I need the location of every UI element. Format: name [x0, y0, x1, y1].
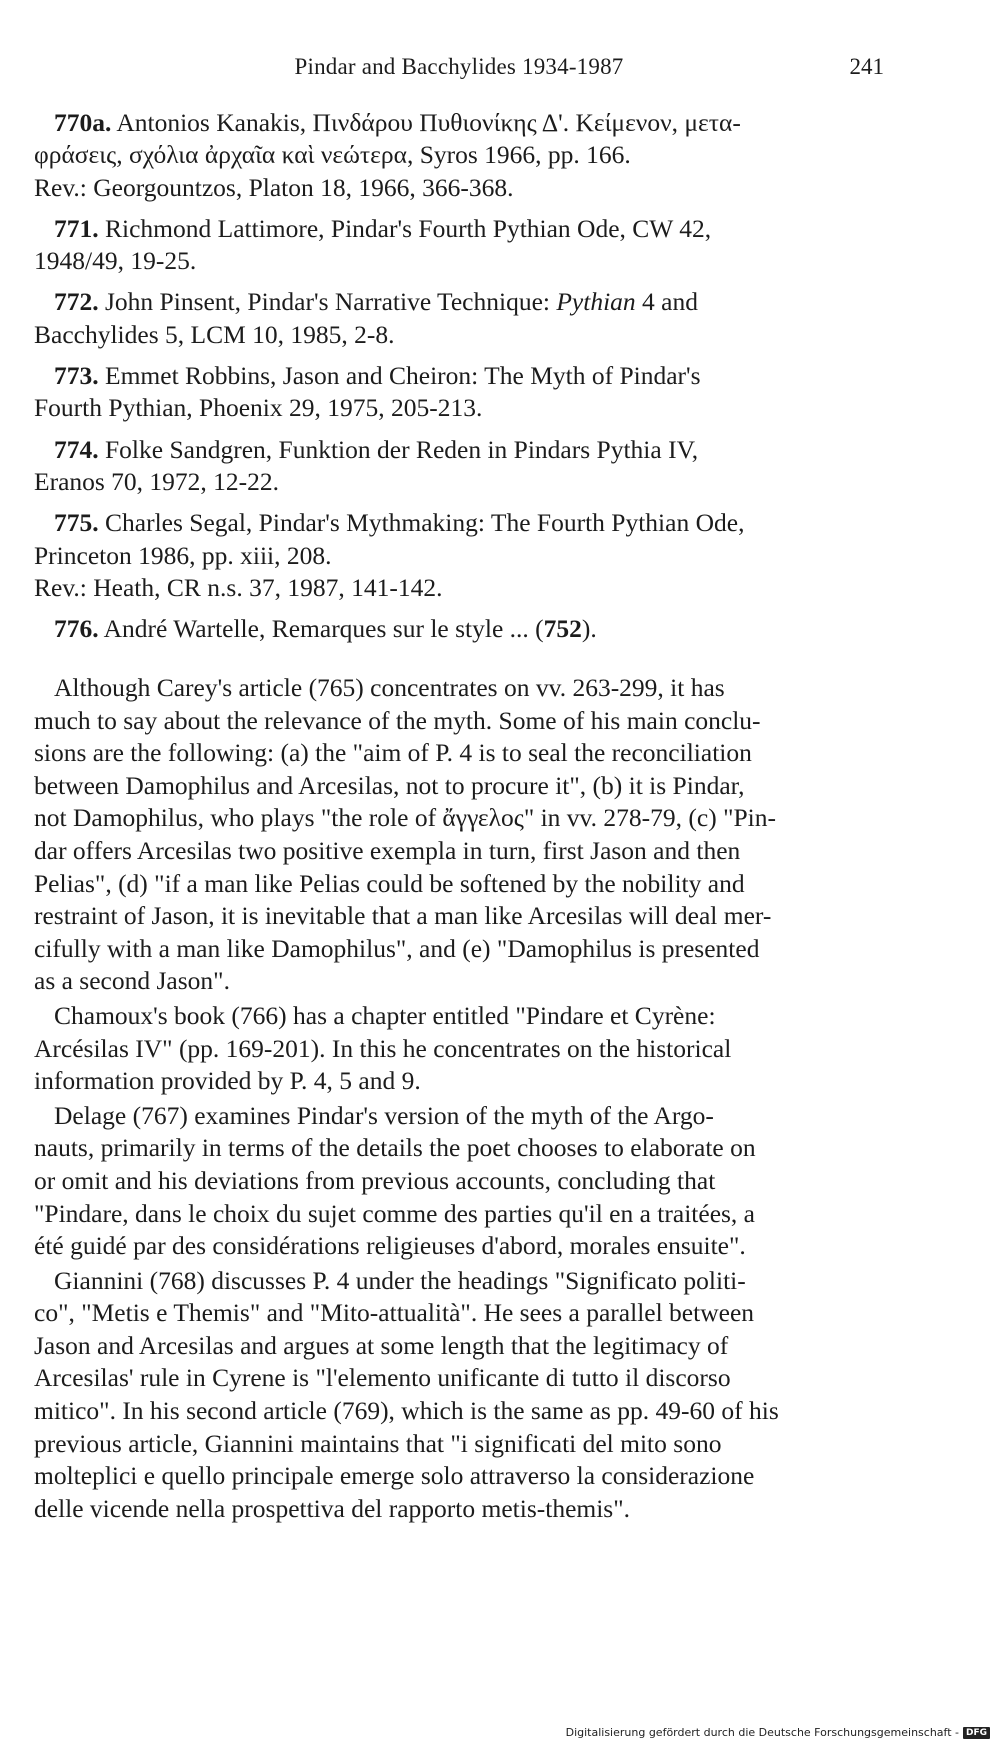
text-line: between Damophilus and Arcesilas, not to procure it", (b) it is Pindar, [34, 770, 745, 800]
text-line: not Damophilus, who plays "the role of ἄγγελος" in vv. 278-79, (c) "Pin- [34, 803, 776, 833]
paragraph [34, 672, 884, 998]
text-line: Although Carey's article (765) concentrates on vv. 263-299, it has [54, 673, 725, 702]
entry-line [34, 613, 884, 645]
paragraph [34, 1265, 884, 1526]
text-line: Arcésilas IV" (pp. 169-201). In this he concentrates on the historical [34, 1033, 732, 1063]
entry-number: 775. [54, 508, 99, 538]
entry-line: 1948/49, 19-25. [34, 246, 197, 276]
text-line: co", "Metis e Themis" and "Mito-attualità". He sees a parallel between [34, 1298, 755, 1328]
entry-number: 776. [54, 614, 99, 644]
text-line: restraint of Jason, it is inevitable that a man like Arcesilas will deal mer- [34, 901, 772, 931]
running-title: Pindar and Bacchylides 1934-1987 [294, 54, 624, 79]
entry-number: 771. [54, 213, 99, 243]
text-line: Jason and Arcesilas and argues at some length that the legitimacy of [34, 1330, 729, 1360]
entry-number: 770a. [54, 108, 112, 137]
entry-text: André Wartelle, Remarques sur le style ... ( [98, 614, 544, 644]
entry-line [34, 286, 884, 318]
dfg-logo: DFG [963, 1727, 990, 1739]
text-line: information provided by P. 4, 5 and 9. [34, 1066, 421, 1096]
text-line: previous article, Giannini maintains that "i significati del mito sono [34, 1428, 722, 1458]
text-line: cifully with a man like Damophilus", and (e) "Damophilus is presented [34, 933, 760, 963]
entry-line: φράσεις, σχόλια ἀρχαῖα καὶ νεώτερα, Syros 1966, pp. 166. [34, 140, 631, 170]
entry-text-after: ). [581, 614, 597, 644]
entry-line: Bacchylides 5, LCM 10, 1985, 2-8. [34, 319, 395, 349]
digitization-footer [566, 1726, 990, 1739]
bibliography-entry [34, 107, 884, 204]
text-line: nauts, primarily in terms of the details the poet chooses to elaborate on [34, 1133, 756, 1163]
entry-line [34, 107, 884, 139]
text-line: Delage (767) examines Pindar's version of the myth of the Argo- [54, 1100, 714, 1130]
entry-line: Fourth Pythian, Phoenix 29, 1975, 205-213. [34, 393, 483, 423]
running-header [34, 54, 884, 88]
text-line: molteplici e quello principale emerge solo attraverso la considerazione [34, 1461, 755, 1491]
entry-text: John Pinsent, Pindar's Narrative Technique: [98, 287, 557, 317]
bibliography-entry [34, 286, 884, 351]
entry-text: Emmet Robbins, Jason and Cheiron: The Myth of Pindar's [98, 361, 701, 391]
text-line: Chamoux's book (766) has a chapter entitled "Pindare et Cyrène: [54, 1000, 716, 1030]
entry-text: Richmond Lattimore, Pindar's Fourth Pythian Ode, CW 42, [98, 213, 712, 243]
bibliography-entry [34, 434, 884, 499]
entry-line [34, 434, 884, 466]
entry-line [34, 213, 884, 245]
text-line: Pelias", (d) "if a man like Pelias could be softened by the nobility and [34, 868, 745, 898]
entry-text-after: 4 and [635, 287, 698, 317]
bibliography-list [34, 107, 884, 654]
text-line: dar offers Arcesilas two positive exempla in turn, first Jason and then [34, 835, 741, 865]
entry-line: Eranos 70, 1972, 12-22. [34, 466, 280, 496]
text-line: much to say about the relevance of the myth. Some of his main conclu- [34, 705, 761, 735]
entry-number: 772. [54, 287, 99, 317]
footer-credit: Digitalisierung gefördert durch die Deutsche Forschungsgemeinschaft - [565, 1726, 959, 1739]
body-text [34, 672, 884, 1527]
paragraph [34, 1100, 884, 1263]
bibliography-entry [34, 507, 884, 604]
text-line: delle vicende nella prospettiva del rapporto metis-themis". [34, 1493, 631, 1523]
text-line: été guidé par des considérations religieuses d'abord, morales ensuite". [34, 1231, 746, 1261]
entry-line: Princeton 1986, pp. xiii, 208. [34, 540, 332, 570]
bibliography-entry [34, 360, 884, 425]
text-line: Arcesilas' rule in Cyrene is "l'elemento unificante di tutto il discorso [34, 1363, 731, 1393]
text-line: mitico". In his second article (769), which is the same as pp. 49-60 of his [34, 1396, 779, 1426]
page-number: 241 [849, 54, 884, 79]
entry-number: 774. [54, 434, 99, 464]
entry-line [34, 360, 884, 392]
entry-line [34, 507, 884, 539]
text-line: Giannini (768) discusses P. 4 under the headings "Significato politi- [54, 1265, 746, 1295]
text-line: or omit and his deviations from previous accounts, concluding that [34, 1165, 716, 1195]
bibliography-entry [34, 213, 884, 278]
entry-crossref: 752 [543, 614, 582, 644]
paragraph [34, 1000, 884, 1098]
entry-line: Rev.: Georgountzos, Platon 18, 1966, 366-368. [34, 172, 514, 202]
text-line: "Pindare, dans le choix du sujet comme des parties qu'il en a traitées, a [34, 1198, 755, 1228]
entry-number: 773. [54, 361, 99, 391]
text-line: as a second Jason". [34, 966, 230, 996]
entry-italic-text: Pythian [556, 287, 636, 317]
entry-text: Antonios Kanakis, Πινδάρου Πυθιονίκης Δ'. Κείμενον, μετα- [111, 108, 741, 137]
entry-text: Charles Segal, Pindar's Mythmaking: The Fourth Pythian Ode, [98, 508, 745, 538]
bibliography-entry [34, 613, 884, 645]
entry-line: Rev.: Heath, CR n.s. 37, 1987, 141-142. [34, 572, 443, 602]
entry-text: Folke Sandgren, Funktion der Reden in Pindars Pythia IV, [98, 434, 699, 464]
text-line: sions are the following: (a) the "aim of P. 4 is to seal the reconciliation [34, 738, 752, 768]
